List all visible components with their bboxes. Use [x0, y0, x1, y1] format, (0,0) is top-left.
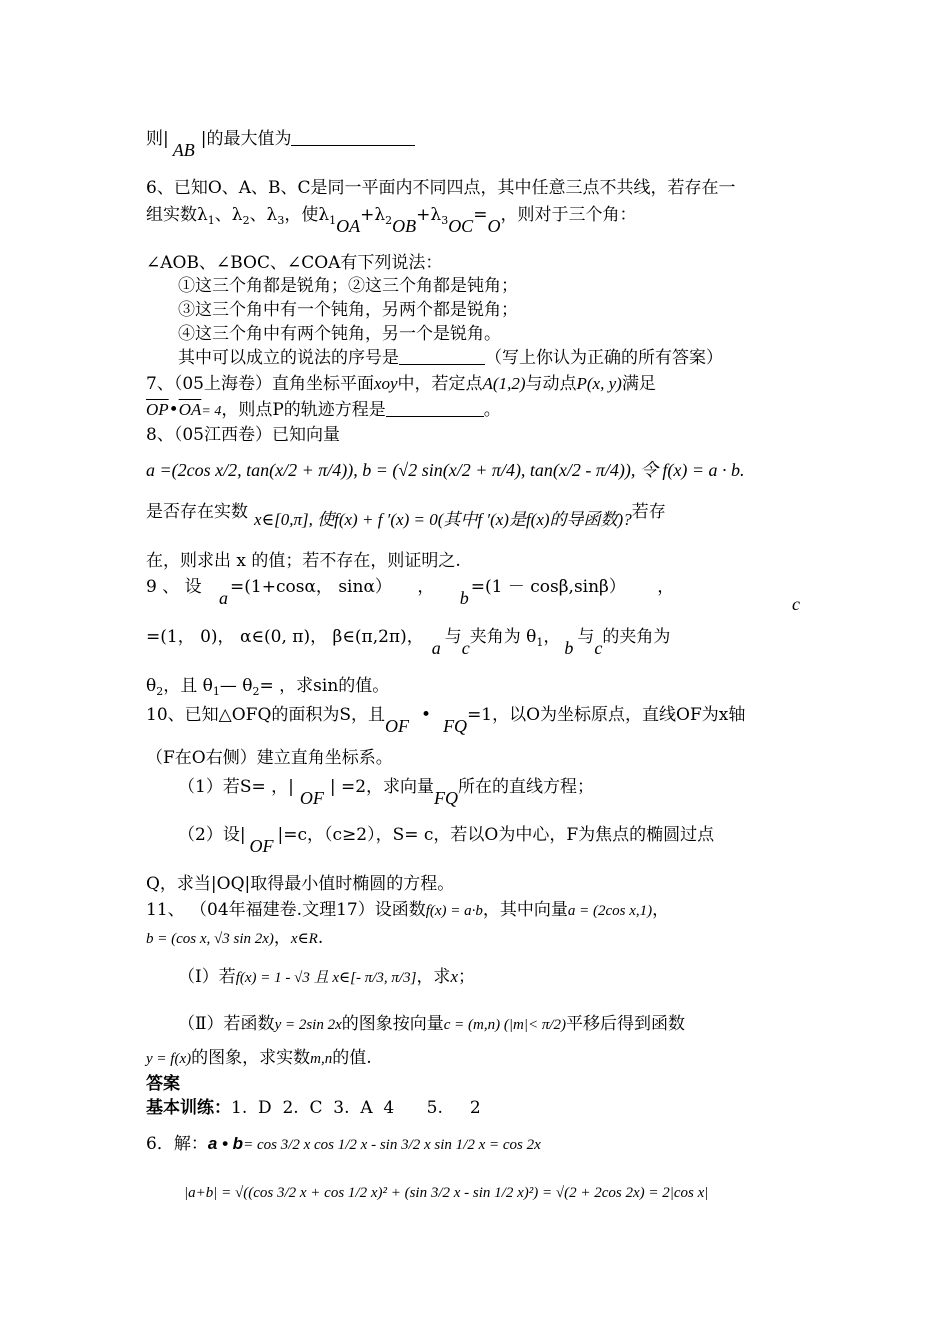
text: • [168, 400, 179, 420]
math: x [450, 967, 458, 986]
vector-ab: AB [172, 140, 195, 160]
q8-line1 [146, 423, 340, 447]
vector-a: a [219, 588, 229, 608]
text: 若存 [631, 502, 666, 522]
text: （Ⅱ）若函数 [178, 1014, 275, 1034]
vector-op: $\overline{OP}$ [146, 400, 169, 419]
vector-oa: OA [336, 216, 361, 236]
text: （2）设| [178, 825, 246, 845]
text: 平移后得到函数 [566, 1014, 685, 1034]
q5-tail-line [146, 126, 415, 160]
text: θ [146, 676, 157, 696]
q9-c-vector [792, 586, 800, 614]
text: ③这三个角中有一个钝角，另两个都是锐角； [178, 300, 518, 320]
text: 其中可以成立的说法的序号是 [178, 348, 399, 368]
text: ∠AOB、∠BOC、∠COA有下列说法： [146, 253, 443, 273]
q9-line3 [146, 674, 389, 704]
q11-line2 [146, 926, 323, 951]
vector-oc: OC [448, 216, 474, 236]
math: f(x) = 1 - √3 且 x∈[- π/3, π/3] [235, 970, 417, 986]
q10-line2 [146, 746, 393, 770]
subscript: 1 [212, 685, 220, 698]
q11-line1 [146, 898, 669, 923]
text: | =2，求向量 [329, 777, 435, 797]
text: 的图象按向量 [341, 1014, 444, 1034]
vector-o: O [487, 216, 501, 236]
text: 10、已知△OFQ的面积为S，且 [146, 705, 386, 725]
subscript: 1 [207, 214, 215, 227]
answer-6-line2 [184, 1180, 708, 1205]
math: |a+b| = √((cos 3/2 x + cos 1/2 x)² + (sin 3/2 x - sin 1/2 x)²) = √(2 + 2cos 2x) = 2|cos x| [184, 1185, 709, 1201]
math: = 4 [201, 404, 222, 419]
q9-line2 [146, 624, 671, 658]
text: （写上你认为正确的所有答案） [485, 348, 723, 368]
text: 与 [444, 627, 462, 647]
text: ， [273, 928, 291, 948]
answers-basic [146, 1096, 481, 1120]
text: =(1+cosα， sinα） [230, 577, 392, 597]
text: （F在O右侧）建立直角坐标系。 [146, 748, 393, 768]
math: x∈R [290, 931, 318, 947]
text: 、λ [214, 205, 243, 225]
q10-line5 [146, 872, 454, 896]
subscript: 1 [536, 636, 544, 649]
text: 6、已知O、A、B、C是同一平面内不同四点，其中任意三点不共线，若存在一 [146, 178, 736, 198]
q8-line3 [146, 500, 666, 529]
text: 7、（05上海卷）直角坐标平面 [146, 374, 374, 394]
subscript: 1 [329, 214, 337, 227]
text: 9 、 设 [146, 577, 202, 597]
answer-blank [291, 127, 415, 146]
text: Q，求当|OQ|取得最小值时椭圆的方程。 [146, 874, 455, 894]
math: y = f(x) [146, 1051, 192, 1067]
answer-blank [386, 402, 484, 417]
text: 与动点 [525, 374, 577, 394]
text: • [421, 705, 432, 725]
text: 满足 [621, 374, 656, 394]
text: 中，若定点 [397, 374, 483, 394]
text: = [473, 205, 488, 225]
answer-6-line1 [146, 1132, 541, 1157]
math: f(x) = a·b [425, 903, 483, 919]
answer-blank [399, 346, 485, 365]
text: ， [543, 627, 561, 647]
text: 的图象，求实数 [191, 1048, 311, 1068]
text: ①这三个角都是锐角；②这三个角都是钝角； [178, 276, 518, 296]
text: ，求 [416, 967, 451, 987]
math: y = 2sin 2x [274, 1017, 342, 1033]
text: =1，以O为坐标原点，直线OF为x轴 [467, 705, 746, 725]
text: （1）若S= ，| [178, 777, 294, 797]
text: ，使λ [284, 205, 330, 225]
text: |的最大值为 [200, 129, 292, 149]
subscript: 3 [441, 214, 449, 227]
subscript: 2 [252, 685, 260, 698]
q10-part2 [178, 822, 715, 856]
q6-option3 [178, 322, 501, 346]
math: A(1,2) [482, 374, 526, 393]
text: =(1 － cosβ,sinβ） [470, 577, 626, 597]
math: a • b [207, 1134, 244, 1153]
text: ④这三个角中有两个钝角，另一个是锐角。 [178, 324, 501, 344]
q11-line5 [146, 1046, 372, 1071]
text: 的夹角为 [602, 627, 671, 647]
math: xoy [373, 374, 398, 393]
q10-part1 [178, 774, 595, 808]
vector-oa: $\overline{OA}$ [178, 400, 202, 419]
subscript: 3 [277, 214, 285, 227]
q6-line3 [146, 251, 442, 275]
math: a =(2cos x/2, tan(x/2 + π/4)), b = (√2 sin(x/2 + π/4), tan(x/2 - π/4)), 令 f(x) = a · b. [146, 460, 745, 480]
subscript: 2 [385, 214, 393, 227]
text: 所在的直线方程； [458, 777, 595, 797]
vector-of: OF [385, 716, 410, 736]
text: 答案 [146, 1074, 180, 1093]
q6-option2 [178, 298, 518, 322]
text: =(1， 0)， α∈(0, π)， β∈(π,2π)， [146, 627, 424, 647]
text: |=c，（c≥2），S= c，若以O为中心，F为焦点的椭圆过点 [277, 825, 715, 845]
math: P(x, y) [576, 374, 622, 393]
vector-of: OF [299, 788, 324, 808]
math: x∈[0,π], 使f(x) + f ′(x) = 0(其中f ′(x)是f(x)的导函数)? [254, 510, 632, 529]
vector-c: c [792, 594, 800, 614]
vector-fq: FQ [443, 716, 468, 736]
text: ，则对于三个角： [500, 205, 637, 225]
text: 、λ [249, 205, 278, 225]
q9-line1 [146, 574, 806, 608]
math: c = (m,n) (|m|< π/2) [443, 1017, 566, 1033]
math: = cos 3/2 x cos 1/2 x - sin 3/2 x sin 1/2 x = cos 2x [243, 1137, 541, 1153]
text: 与 [577, 627, 595, 647]
answers-title [146, 1072, 180, 1096]
text: ，其中向量 [482, 900, 568, 920]
vector-fq: FQ [434, 788, 459, 808]
vector-of: OF [249, 836, 274, 856]
text: 在，则求出 x 的值；若不存在，则证明之. [146, 551, 461, 571]
text: ，且 θ [163, 676, 213, 696]
math: b = (cos x, √3 sin 2x) [146, 931, 274, 947]
text: 。 [483, 400, 501, 420]
q11-part2 [178, 1012, 685, 1037]
text: ； [457, 967, 475, 987]
subscript: 2 [156, 685, 164, 698]
vector-b: b [459, 588, 469, 608]
q6-line2 [146, 202, 637, 236]
q7-line1 [146, 372, 656, 396]
text: 1. D 2. C 3. A 4 5. 2 [231, 1098, 481, 1118]
text: 的值. [332, 1048, 372, 1068]
vector-c: c [594, 638, 603, 658]
q8-line4 [146, 549, 461, 573]
q6-prompt [178, 346, 723, 370]
vector-b: b [564, 638, 574, 658]
text: ， [652, 900, 670, 920]
vector-c: c [461, 638, 470, 658]
text: 夹角为 θ [469, 627, 537, 647]
q10-line1 [146, 702, 746, 736]
text: 组实数λ [146, 205, 208, 225]
math: a = (2cos x,1) [567, 903, 653, 919]
text: — θ [219, 676, 253, 696]
math: m,n [310, 1051, 333, 1067]
q6-line1 [146, 176, 736, 200]
text: 6．解： [146, 1134, 208, 1154]
vector-ob: OB [392, 216, 417, 236]
text: +λ [416, 205, 442, 225]
text: ， [657, 577, 675, 597]
text: （Ⅰ）若 [178, 967, 236, 987]
text: 11、 （04年福建卷.文理17）设函数 [146, 900, 426, 920]
text: . [317, 928, 324, 948]
text: 是否存在实数 [146, 502, 248, 522]
subscript: 2 [242, 214, 250, 227]
text: 则| [146, 129, 169, 149]
text: ，则点P的轨迹方程是 [221, 400, 386, 420]
q6-option1 [178, 274, 518, 298]
q7-line2 [146, 398, 501, 424]
text: 基本训练： [146, 1098, 231, 1117]
q11-part1 [178, 965, 475, 990]
text: 8、（05江西卷）已知向量 [146, 425, 340, 445]
text: = ，求sin的值。 [259, 676, 390, 696]
text: +λ [360, 205, 386, 225]
q8-formula [146, 458, 745, 482]
text: ， [417, 577, 435, 597]
vector-a: a [431, 638, 441, 658]
